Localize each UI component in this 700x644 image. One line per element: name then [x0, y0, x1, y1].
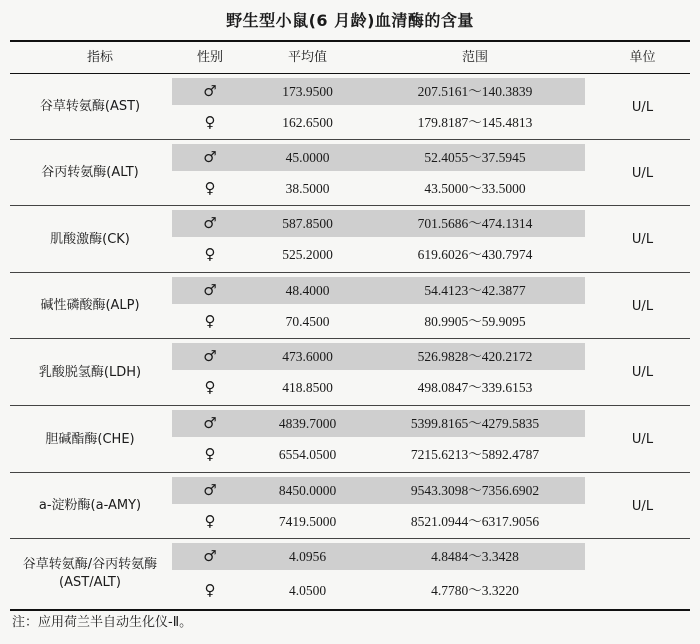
- table-row-male: [10, 541, 690, 572]
- table-footnote: 注：应用荷兰半自动生化仪-Ⅱ。: [12, 615, 193, 630]
- table-row-female: [10, 506, 690, 537]
- male-symbol: ♂: [203, 148, 217, 166]
- range-value: 52.4055～37.5945: [424, 150, 526, 165]
- range-value: 9543.3098～7356.6902: [410, 483, 540, 498]
- female-symbol: ♀: [204, 179, 216, 197]
- table-row-male: [10, 142, 690, 173]
- male-symbol: ♂: [203, 547, 217, 565]
- range-value: 526.9828～420.2172: [417, 349, 533, 364]
- header-mean: 平均值: [287, 50, 327, 65]
- mean-value: 4.0500: [288, 583, 327, 598]
- table-row-male: [10, 275, 690, 306]
- range-value: 5399.8165～4279.5835: [410, 416, 540, 431]
- header-unit: 单位: [629, 50, 656, 65]
- table-title: 野生型小鼠(6 月龄)血清酶的含量: [226, 11, 474, 30]
- female-symbol: ♀: [204, 312, 216, 330]
- female-symbol: ♀: [204, 113, 216, 131]
- header-indicator: 指标: [86, 50, 113, 65]
- male-symbol: ♂: [203, 82, 217, 100]
- mean-value: 45.0000: [285, 150, 330, 165]
- table-row-male: [10, 408, 690, 439]
- mean-value: 70.4500: [285, 314, 330, 329]
- unit-value: U/L: [631, 432, 654, 447]
- mean-value: 48.4000: [285, 283, 330, 298]
- unit-value: [595, 539, 690, 609]
- table-group-ldh: [10, 339, 690, 406]
- table-row-female: [10, 372, 690, 403]
- indicator-name: 乳酸脱氢酶(LDH): [38, 364, 142, 380]
- header-range: 范围: [461, 50, 488, 65]
- table-group-ck: [10, 206, 690, 273]
- mean-value: 418.8500: [282, 380, 333, 395]
- table-row-female: [10, 575, 690, 606]
- indicator-name: 肌酸激酶(CK): [50, 231, 130, 247]
- indicator-name: 谷草转氨酶/谷丙转氨酶(AST/ALT): [22, 557, 158, 590]
- indicator-name: 胆碱酯酶(CHE): [45, 431, 135, 447]
- unit-value: U/L: [631, 498, 654, 514]
- female-symbol: ♀: [204, 581, 216, 599]
- unit-value: U/L: [631, 232, 654, 247]
- indicator-name: 谷草转氨酶(AST): [39, 99, 141, 114]
- table-row-female: [10, 173, 690, 204]
- female-symbol: ♀: [204, 445, 216, 463]
- mean-value: 8450.0000: [278, 483, 337, 498]
- indicator-name: a-淀粉酶(a-AMY): [38, 498, 142, 513]
- unit-value: U/L: [631, 165, 654, 181]
- table-row-female: [10, 239, 690, 270]
- indicator-name: 谷丙转氨酶(ALT): [41, 165, 139, 180]
- range-value: 43.5000～33.5000: [424, 181, 526, 196]
- table-row-male: [10, 208, 690, 239]
- mean-value: 38.5000: [285, 181, 330, 196]
- male-symbol: ♂: [203, 214, 217, 232]
- table-group-alt: [10, 140, 690, 206]
- range-value: 4.7780～3.3220: [431, 583, 519, 598]
- range-value: 80.9905～59.9095: [424, 314, 526, 329]
- mean-value: 4839.7000: [278, 416, 337, 431]
- bottom-rule: [10, 609, 690, 611]
- table-row-male: [10, 475, 690, 506]
- table-row-male: [10, 76, 690, 107]
- male-symbol: ♂: [203, 281, 217, 299]
- unit-value: U/L: [631, 298, 654, 314]
- mean-value: 162.6500: [282, 115, 333, 130]
- mean-value: 473.6000: [282, 349, 333, 364]
- female-symbol: ♀: [204, 512, 216, 530]
- range-value: 4.8484～3.3428: [431, 549, 519, 564]
- mean-value: 4.0956: [288, 549, 327, 564]
- range-value: 179.8187～145.4813: [417, 115, 533, 130]
- range-value: 701.5686～474.1314: [417, 216, 533, 231]
- range-value: 54.4123～42.3877: [424, 283, 526, 298]
- top-rule: [10, 40, 690, 42]
- male-symbol: ♂: [203, 481, 217, 499]
- range-value: 619.6026～430.7974: [417, 247, 533, 262]
- female-symbol: ♀: [204, 245, 216, 263]
- female-symbol: ♀: [204, 378, 216, 396]
- range-value: 207.5161～140.3839: [417, 84, 533, 99]
- male-symbol: ♂: [203, 347, 217, 365]
- range-value: 7215.6213～5892.4787: [410, 447, 540, 462]
- table-group-alp: [10, 273, 690, 339]
- table-group-ast-alt: [10, 539, 690, 609]
- header-sex: 性别: [196, 50, 223, 65]
- table-row-female: [10, 306, 690, 337]
- range-value: 498.0847～339.6153: [417, 380, 533, 395]
- table-row-male: [10, 341, 690, 372]
- table-group-amy: [10, 473, 690, 539]
- range-value: 8521.0944～6317.9056: [410, 514, 540, 529]
- table-row-female: [10, 439, 690, 470]
- table-group-che: [10, 406, 690, 473]
- table-row-female: [10, 107, 690, 138]
- mean-value: 173.9500: [282, 84, 333, 99]
- mean-value: 6554.0500: [278, 447, 337, 462]
- table-group-ast: [10, 74, 690, 140]
- unit-value: U/L: [631, 99, 654, 115]
- indicator-name: 碱性磷酸酶(ALP): [40, 298, 140, 313]
- mean-value: 587.8500: [282, 216, 333, 231]
- mean-value: 7419.5000: [278, 514, 337, 529]
- mean-value: 525.2000: [282, 247, 333, 262]
- male-symbol: ♂: [203, 414, 217, 432]
- unit-value: U/L: [631, 365, 654, 380]
